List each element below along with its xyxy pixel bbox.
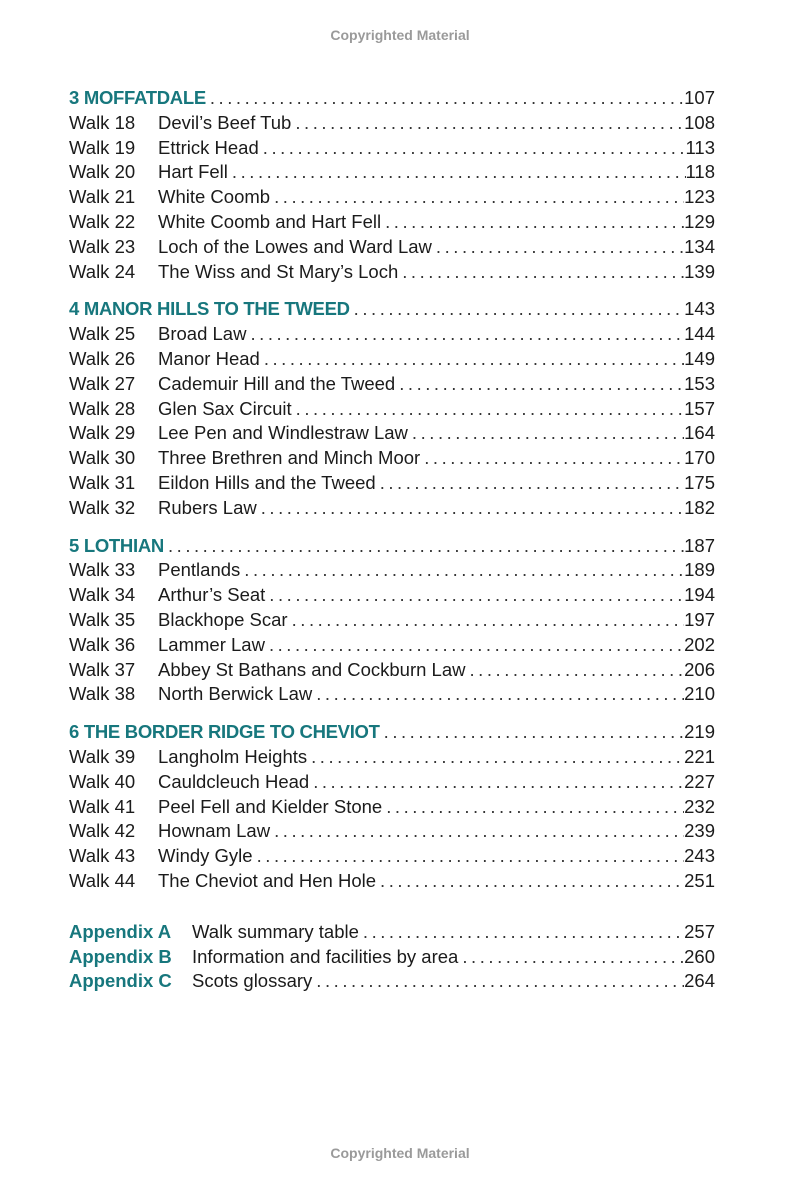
dot-leader: [288, 608, 685, 633]
toc-entry[interactable]: [69, 421, 715, 446]
appendix-title: Scots glossary: [192, 970, 313, 992]
walk-label: Walk 36: [69, 633, 136, 655]
dot-leader: [206, 86, 684, 111]
section-title: 3 MOFFATDALE: [69, 87, 206, 108]
toc-section: [69, 297, 715, 520]
appendix-entry[interactable]: [69, 920, 715, 945]
page-number: 182: [684, 496, 715, 518]
dot-leader: [398, 260, 684, 285]
copyright-footer: Copyrighted Material: [330, 1145, 470, 1161]
section-title: 6 THE BORDER RIDGE TO CHEVIOT: [69, 721, 380, 743]
toc-entry[interactable]: [69, 235, 715, 260]
page-number: 113: [685, 136, 715, 158]
dot-leader: [382, 795, 684, 820]
toc-entry[interactable]: [69, 136, 715, 161]
walk-label: Walk 29: [69, 422, 136, 444]
dot-leader: [265, 583, 684, 608]
toc-entry[interactable]: [69, 745, 715, 770]
walk-label: Walk 32: [69, 496, 136, 518]
toc-section: [69, 86, 715, 284]
appendix-entry[interactable]: [69, 945, 715, 970]
page-number: 206: [684, 658, 715, 680]
walk-label: Walk 19: [69, 136, 136, 158]
page-number: 251: [684, 869, 715, 891]
dot-leader: [458, 945, 684, 970]
appendix-entry[interactable]: [69, 969, 715, 994]
dot-leader: [420, 446, 684, 471]
page-number: 187: [684, 534, 715, 556]
walk-title: Loch of the Lowes and Ward Law: [158, 235, 432, 257]
walk-title: Eildon Hills and the Tweed: [158, 471, 376, 493]
dot-leader: [164, 534, 684, 559]
dot-leader: [359, 920, 684, 945]
dot-leader: [228, 160, 686, 185]
dot-leader: [260, 347, 684, 372]
page-number: 129: [684, 210, 715, 232]
walk-title: White Coomb: [158, 186, 271, 208]
toc-entry[interactable]: [69, 347, 715, 372]
walk-title: Manor Head: [158, 347, 260, 369]
dot-leader: [312, 682, 684, 707]
dot-leader: [257, 496, 684, 521]
toc-entry[interactable]: [69, 558, 715, 583]
dot-leader: [380, 720, 684, 745]
walk-title: Arthur’s Seat: [158, 584, 266, 606]
appendix-label: Appendix A: [69, 920, 172, 942]
toc-entry[interactable]: [69, 633, 715, 658]
page-number: 144: [684, 323, 715, 345]
dot-leader: [246, 322, 684, 347]
page-number: 143: [684, 298, 715, 320]
dot-leader: [265, 633, 684, 658]
toc-entry[interactable]: [69, 795, 715, 820]
page-number: 221: [684, 745, 715, 767]
toc-entry[interactable]: [69, 608, 715, 633]
page-number: 243: [684, 845, 715, 867]
walk-title: Langholm Heights: [158, 745, 308, 767]
walk-title: Peel Fell and Kielder Stone: [158, 795, 383, 817]
walk-title: The Wiss and St Mary’s Loch: [158, 260, 399, 282]
toc-entry[interactable]: [69, 770, 715, 795]
dot-leader: [309, 770, 684, 795]
page-number: 118: [685, 161, 715, 183]
walk-title: Rubers Law: [158, 496, 257, 518]
dot-leader: [381, 210, 684, 235]
toc-entry[interactable]: [69, 446, 715, 471]
appendix-label: Appendix B: [69, 945, 172, 967]
toc-entry[interactable]: [69, 322, 715, 347]
section-heading[interactable]: [69, 297, 715, 322]
walk-title: North Berwick Law: [158, 683, 313, 705]
walk-title: Cademuir Hill and the Tweed: [158, 372, 396, 394]
toc-entry[interactable]: [69, 397, 715, 422]
page-number: 107: [684, 87, 715, 108]
dot-leader: [307, 745, 684, 770]
appendix-title: Walk summary table: [192, 920, 359, 942]
page-number: 139: [684, 260, 715, 282]
dot-leader: [270, 185, 684, 210]
walk-label: Walk 27: [69, 372, 136, 394]
walk-title: Cauldcleuch Head: [158, 770, 310, 792]
section-title: 4 MANOR HILLS TO THE TWEED: [69, 298, 350, 320]
walk-title: Broad Law: [158, 323, 247, 345]
walk-label: Walk 33: [69, 559, 136, 581]
walk-label: Walk 31: [69, 471, 136, 493]
table-of-contents: [69, 86, 715, 994]
page-number: 157: [684, 397, 715, 419]
toc-entry[interactable]: [69, 583, 715, 608]
walk-title: Lammer Law: [158, 633, 265, 655]
page-number: 232: [684, 795, 715, 817]
walk-label: Walk 42: [69, 820, 136, 842]
walk-label: Walk 44: [69, 869, 136, 891]
toc-entry[interactable]: [69, 869, 715, 894]
page-number: 108: [684, 111, 715, 133]
walk-label: Walk 39: [69, 745, 136, 767]
walk-label: Walk 25: [69, 323, 136, 345]
page-number: 260: [684, 945, 715, 967]
section-heading[interactable]: [69, 720, 715, 745]
copyright-header: Copyrighted Material: [330, 27, 470, 43]
walk-label: Walk 37: [69, 658, 136, 680]
dot-leader: [408, 421, 684, 446]
page-number: 227: [684, 770, 715, 792]
dot-leader: [259, 136, 686, 161]
page-number: 134: [684, 235, 715, 257]
toc-entry[interactable]: [69, 210, 715, 235]
walk-label: Walk 21: [69, 186, 136, 208]
dot-leader: [376, 471, 684, 496]
page-number: 197: [684, 608, 715, 630]
toc-entry[interactable]: [69, 260, 715, 285]
walk-label: Walk 40: [69, 770, 136, 792]
walk-title: Hownam Law: [158, 820, 271, 842]
page-number: 175: [684, 471, 715, 493]
toc-entry[interactable]: [69, 111, 715, 136]
toc-section: [69, 720, 715, 894]
walk-label: Walk 24: [69, 260, 136, 282]
walk-label: Walk 28: [69, 397, 136, 419]
section-heading[interactable]: [69, 86, 715, 111]
page-number: 164: [684, 422, 715, 444]
walk-title: The Cheviot and Hen Hole: [158, 869, 377, 891]
appendix-label: Appendix C: [69, 970, 172, 992]
toc-section: [69, 534, 715, 708]
toc-entry[interactable]: [69, 372, 715, 397]
dot-leader: [240, 558, 684, 583]
dot-leader: [291, 111, 684, 136]
walk-title: White Coomb and Hart Fell: [158, 210, 382, 232]
toc-entry[interactable]: [69, 658, 715, 683]
toc-entry[interactable]: [69, 471, 715, 496]
toc-entry[interactable]: [69, 819, 715, 844]
appendix-title: Information and facilities by area: [192, 945, 459, 967]
dot-leader: [395, 372, 684, 397]
walk-label: Walk 26: [69, 347, 136, 369]
walk-title: Blackhope Scar: [158, 608, 288, 630]
walk-label: Walk 22: [69, 210, 136, 232]
page-number: 189: [684, 559, 715, 581]
toc-entry[interactable]: [69, 844, 715, 869]
walk-label: Walk 20: [69, 161, 136, 183]
page-number: 219: [684, 721, 715, 743]
dot-leader: [312, 969, 684, 994]
walk-label: Walk 38: [69, 683, 136, 705]
walk-title: Ettrick Head: [158, 136, 259, 158]
page-number: 194: [684, 584, 715, 606]
toc-entry[interactable]: [69, 160, 715, 185]
appendices: [69, 920, 715, 994]
walk-label: Walk 43: [69, 845, 136, 867]
toc-entry[interactable]: [69, 682, 715, 707]
dot-leader: [253, 844, 685, 869]
page-number: 149: [684, 347, 715, 369]
walk-title: Abbey St Bathans and Cockburn Law: [158, 658, 466, 680]
toc-entry[interactable]: [69, 496, 715, 521]
walk-title: Windy Gyle: [158, 845, 253, 867]
walk-title: Three Brethren and Minch Moor: [158, 447, 421, 469]
page-number: 153: [684, 372, 715, 394]
dot-leader: [270, 819, 684, 844]
walk-label: Walk 18: [69, 111, 136, 133]
walk-label: Walk 35: [69, 608, 136, 630]
page-number: 202: [684, 633, 715, 655]
page-number: 123: [684, 186, 715, 208]
dot-leader: [350, 297, 684, 322]
walk-title: Hart Fell: [158, 161, 228, 183]
page-number: 257: [684, 920, 715, 942]
walk-title: Glen Sax Circuit: [158, 397, 292, 419]
walk-title: Devil’s Beef Tub: [158, 111, 292, 133]
walk-label: Walk 41: [69, 795, 136, 817]
dot-leader: [292, 397, 684, 422]
section-heading[interactable]: [69, 534, 715, 559]
toc-entry[interactable]: [69, 185, 715, 210]
walk-label: Walk 34: [69, 584, 136, 606]
walk-label: Walk 30: [69, 447, 136, 469]
section-title: 5 LOTHIAN: [69, 534, 164, 556]
walk-title: Lee Pen and Windlestraw Law: [158, 422, 408, 444]
dot-leader: [466, 658, 685, 683]
walk-label: Walk 23: [69, 235, 136, 257]
page-number: 210: [684, 683, 715, 705]
dot-leader: [432, 235, 684, 260]
page-number: 239: [684, 820, 715, 842]
page-number: 264: [684, 970, 715, 992]
walk-title: Pentlands: [158, 559, 241, 581]
page-number: 170: [684, 447, 715, 469]
dot-leader: [376, 869, 684, 894]
